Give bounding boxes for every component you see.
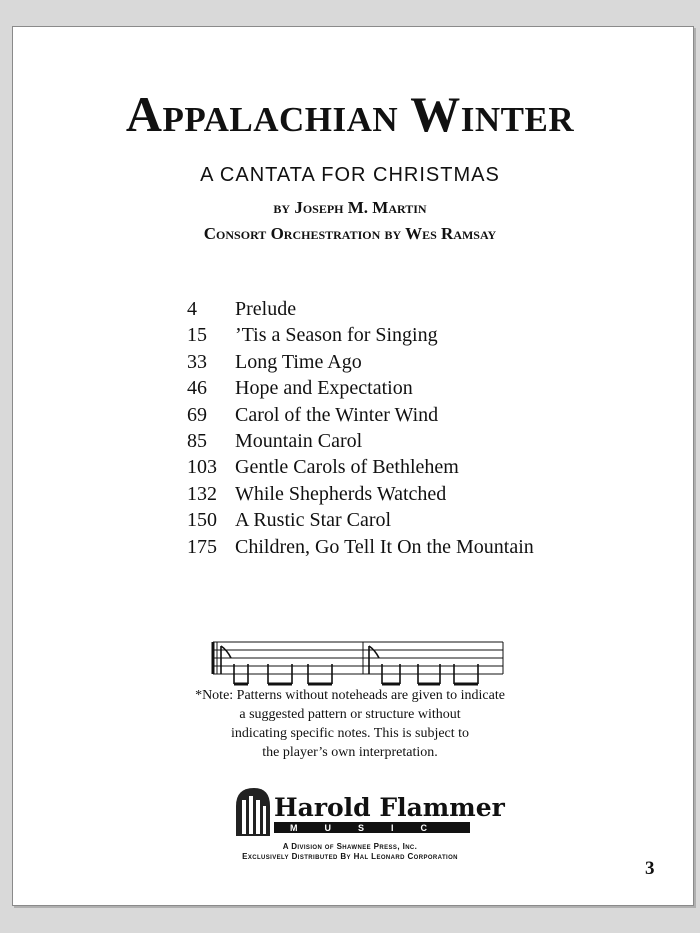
contents-title: ’Tis a Season for Singing bbox=[235, 324, 438, 347]
contents-page-number: 33 bbox=[187, 350, 207, 373]
table-of-contents bbox=[187, 296, 534, 560]
publisher-sub: MUSIC bbox=[290, 823, 454, 833]
note-line: *Note: Patterns without noteheads are given to indicate bbox=[195, 688, 505, 703]
harold-flammer-logo bbox=[234, 786, 505, 838]
publisher-division: A Division of Shawnee Press, Inc. bbox=[282, 842, 418, 851]
contents-page-number: 15 bbox=[187, 324, 207, 347]
contents-title: Hope and Expectation bbox=[235, 377, 413, 400]
contents-title: Gentle Carols of Bethlehem bbox=[235, 456, 459, 479]
contents-item bbox=[187, 375, 534, 401]
contents-page-number: 4 bbox=[187, 298, 197, 320]
contents-item bbox=[187, 454, 534, 480]
contents-title: A Rustic Star Carol bbox=[235, 509, 392, 532]
contents-title: Mountain Carol bbox=[235, 429, 363, 452]
page-title: Appalachian Winter bbox=[125, 86, 575, 142]
contents-title: While Shepherds Watched bbox=[235, 482, 447, 505]
contents-page-number: 103 bbox=[187, 456, 217, 479]
organ-pipes-icon bbox=[236, 788, 270, 836]
publisher-name: Harold Flammer bbox=[274, 793, 505, 822]
note-line: indicating specific notes. This is subject to bbox=[230, 726, 470, 741]
contents-title: Children, Go Tell It On the Mountain bbox=[235, 535, 534, 558]
notation-note bbox=[0, 686, 700, 762]
contents-page-number: 132 bbox=[187, 482, 217, 505]
contents-item bbox=[187, 428, 534, 454]
note-line: the player’s own interpretation. bbox=[262, 745, 438, 760]
publisher-distribution: Exclusively Distributed By Hal Leonard Corporation bbox=[242, 852, 458, 861]
contents-item bbox=[187, 402, 534, 428]
contents-item bbox=[187, 481, 534, 507]
contents-page-number: 69 bbox=[187, 403, 207, 426]
contents-page-number: 85 bbox=[187, 429, 207, 452]
contents-title: Long Time Ago bbox=[235, 350, 362, 373]
composer-credit: by Joseph M. Martin bbox=[273, 198, 427, 217]
contents-item bbox=[187, 296, 534, 322]
page-subtitle: A CANTATA FOR CHRISTMAS bbox=[200, 164, 500, 186]
contents-item bbox=[187, 534, 534, 560]
rhythm-pattern-notation bbox=[208, 634, 508, 684]
page-number: 3 bbox=[645, 858, 655, 879]
contents-title: Prelude bbox=[235, 298, 297, 320]
contents-item bbox=[187, 507, 534, 533]
contents-page-number: 46 bbox=[187, 377, 207, 400]
note-line: a suggested pattern or structure without bbox=[239, 707, 461, 722]
contents-page-number: 175 bbox=[187, 535, 217, 558]
contents-title: Carol of the Winter Wind bbox=[235, 403, 439, 426]
contents-item bbox=[187, 349, 534, 375]
contents-page-number: 150 bbox=[187, 509, 217, 532]
orchestration-credit: Consort Orchestration by Wes Ramsay bbox=[203, 224, 497, 243]
contents-item bbox=[187, 322, 534, 348]
